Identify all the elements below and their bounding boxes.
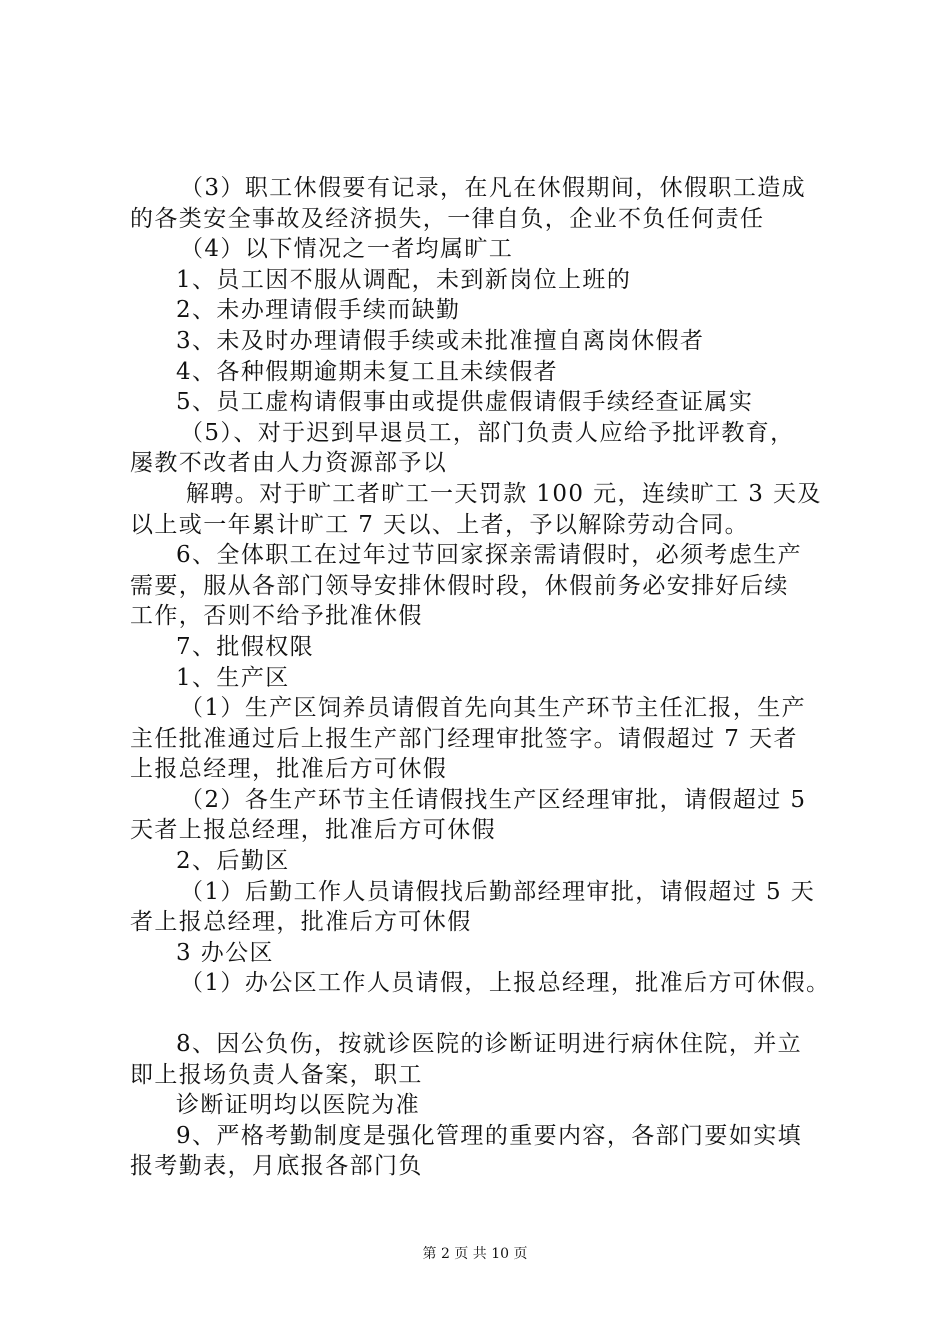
text-line: 诊断证明均以医院为准	[176, 1092, 420, 1119]
text-line: 的各类安全事故及经济损失，一律自负，企业不负任何责任	[130, 205, 765, 232]
text-line: 2、后勤区	[176, 848, 290, 875]
text-line: 3 办公区	[176, 939, 274, 966]
text-line: （1）后勤工作人员请假找后勤部经理审批，请假超过 5 天	[180, 878, 816, 905]
text-line: 5、员工虚构请假事由或提供虚假请假手续经查证属实	[176, 389, 754, 416]
text-line: 工作，否则不给予批准休假	[130, 603, 423, 630]
text-line: （1）生产区饲养员请假首先向其生产环节主任汇报，生产	[180, 695, 807, 722]
text-line: 1、生产区	[176, 664, 290, 691]
document-body	[130, 173, 830, 1182]
text-line: 天者上报总经理，批准后方可休假	[130, 817, 496, 844]
text-line: 7、批假权限	[176, 633, 315, 660]
text-line: 解聘。对于旷工者旷工一天罚款 100 元，连续旷工 3 天及	[186, 480, 822, 507]
text-line: 3、未及时办理请假手续或未批准擅自离岗休假者	[176, 327, 705, 354]
text-line: 9、严格考勤制度是强化管理的重要内容，各部门要如实填	[176, 1122, 803, 1149]
text-line: （2）各生产环节主任请假找生产区经理审批，请假超过 5	[180, 786, 807, 813]
text-line: （3）职工休假要有记录，在凡在休假期间，休假职工造成	[180, 175, 807, 201]
text-line: 者上报总经理，批准后方可休假	[130, 909, 472, 936]
text-line: 即上报场负责人备案，职工	[130, 1061, 423, 1088]
text-line: 1、员工因不服从调配，未到新岗位上班的	[176, 266, 632, 293]
text-line: 6、全体职工在过年过节回家探亲需请假时，必须考虑生产	[176, 542, 803, 569]
text-line: 主任批准通过后上报生产部门经理审批签字。请假超过 7 天者	[130, 725, 798, 752]
text-line: （4）以下情况之一者均属旷工	[180, 236, 514, 263]
text-line: 报考勤表，月底报各部门负	[130, 1153, 423, 1180]
text-line: 8、因公负伤，按就诊医院的诊断证明进行病休住院，并立	[176, 1031, 803, 1058]
text-line: 屡教不改者由人力资源部予以	[130, 450, 448, 477]
text-line: 以上或一年累计旷工 7 天以、上者，予以解除劳动合同。	[130, 511, 750, 538]
text-line: （1）办公区工作人员请假，上报总经理，批准后方可休假。	[180, 970, 831, 997]
page-number-footer: 第 2 页 共 10 页	[422, 1246, 528, 1262]
text-line: 2、未办理请假手续而缺勤	[176, 297, 461, 324]
text-line: 上报总经理，批准后方可休假	[130, 756, 448, 783]
text-line: （5）、对于迟到早退员工，部门负责人应给予批评教育，	[180, 419, 795, 446]
text-line: 需要，服从各部门领导安排休假时段，休假前务必安排好后续	[130, 572, 789, 599]
paragraph-gap	[130, 999, 830, 1029]
text-line: 4、各种假期逾期未复工且未续假者	[176, 358, 559, 385]
